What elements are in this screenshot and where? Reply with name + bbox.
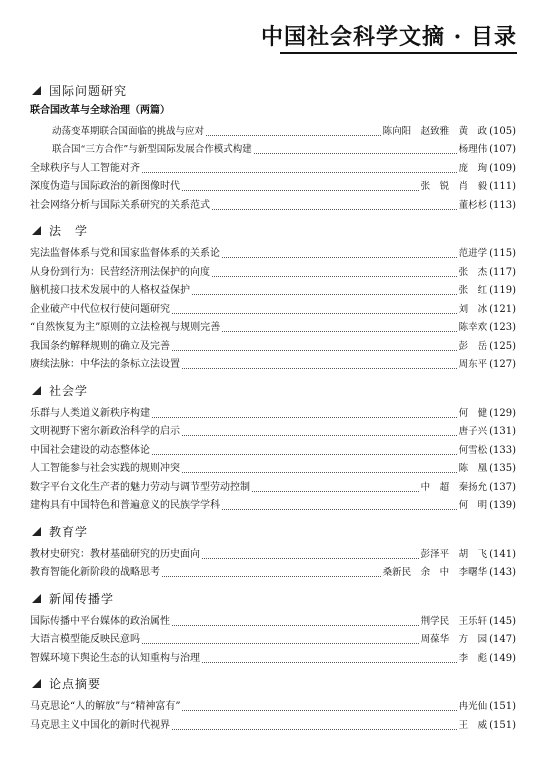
triangle-marker-icon [32,226,41,235]
entry-page-number: (145) [489,615,516,627]
entry-author: 中 超 秦扬允 [420,481,488,493]
entry-author: 庞 珣 [458,162,488,174]
toc-entry[interactable] [30,261,516,280]
entry-page-number: (137) [489,481,516,493]
entry-author: 桑新民 余 中 李曙华 [382,567,488,578]
entry-page-number: (129) [489,407,516,419]
section-title: 国际问题研究 [49,83,128,98]
entry-page-number: (141) [489,548,516,560]
entry-page-number: (133) [489,444,516,456]
toc-entry[interactable] [30,476,516,495]
entry-title: 深度伪造与国际政治的新图像时代 [30,181,180,192]
section-title: 法 学 [49,224,89,238]
entry-author: 张 红 [458,285,488,296]
entry-page-number: (119) [489,285,516,296]
entry-title: 人工智能参与社会实践的规则冲突 [30,463,180,474]
dot-leader [182,710,456,711]
toc-entry[interactable] [30,439,516,458]
toc-section [30,380,516,513]
header-rule [280,52,517,54]
toc-entry[interactable] [30,120,516,139]
entry-author: 何 明 [458,500,488,511]
entry-author: 何 健 [458,407,488,419]
dot-leader [182,435,457,436]
dot-leader [212,276,457,277]
entry-page-number: (127) [489,359,516,370]
entry-author: 周东平 [458,359,488,370]
section-heading [30,221,516,241]
dot-leader [202,558,419,559]
page-title: 中国社会科学文摘 · 目录 [261,24,517,50]
entry-title: “自然恢复为主”原则的立法检视与规则完善 [30,322,221,333]
section-heading [30,674,516,694]
dot-leader [142,172,457,173]
entry-title: 教材史研究：教材基础研究的历史面向 [30,548,200,560]
dot-leader [254,153,457,154]
dot-leader [182,472,457,473]
entry-author: 陈幸欢 [458,322,488,333]
entry-title: 从身份到行为：民营经济刑法保护的向度 [30,266,210,278]
toc-entry[interactable] [30,176,516,195]
entry-page-number: (135) [489,463,516,474]
entry-title: 马克思论“人的解放”与“精神富有” [30,701,181,712]
entry-page-number: (121) [489,303,516,315]
toc-entry[interactable] [30,610,516,629]
section-title: 社会学 [49,383,89,398]
entry-author: 张 锐 肖 毅 [420,181,488,192]
entry-page-number: (125) [489,340,516,352]
dot-leader [212,209,457,210]
dot-leader [152,417,457,418]
triangle-marker-icon [32,679,41,688]
dot-leader [172,729,457,730]
section-heading [30,588,516,608]
entry-title: 联合国“三方合作”与新型国际发展合作模式构建 [52,144,252,155]
dot-leader [172,313,457,314]
entry-author: 杨理伟 [458,144,488,155]
section-heading [30,380,516,400]
toc-entry[interactable] [30,696,516,715]
triangle-marker-icon [32,386,41,395]
entry-title: 大语言模型能反映民意吗 [30,634,140,645]
entry-title: 教育智能化新阶段的战略思考 [30,567,160,578]
dot-leader [162,576,381,577]
entry-title: 全球秩序与人工智能对齐 [30,162,140,174]
entry-author: 荆学民 王乐轩 [420,615,488,627]
dot-leader [182,368,457,369]
dot-leader [182,190,419,191]
entry-page-number: (143) [489,567,516,578]
dot-leader [222,509,457,510]
entry-title: 乐群与人类道义新秩序构建 [30,407,150,419]
dot-leader [222,257,457,258]
triangle-marker-icon [32,86,41,95]
toc-entry[interactable] [30,335,516,354]
entry-title: 赓续法脉：中华法的条标立法设置 [30,359,180,370]
toc-entry[interactable] [30,458,516,477]
triangle-marker-icon [32,527,41,536]
toc-section [30,221,516,373]
dot-leader [172,625,419,626]
toc-entry[interactable] [30,354,516,373]
entry-title: 中国社会建设的动态整体论 [30,444,150,456]
entry-author: 陈向阳 赵致雅 黄 政 [382,125,488,137]
entry-page-number: (113) [489,199,516,211]
toc-entry[interactable] [30,317,516,336]
toc-section [30,80,516,213]
toc-entry[interactable] [30,421,516,440]
entry-author: 陈 凰 [458,463,488,474]
dot-leader [172,350,457,351]
entry-page-number: (151) [489,701,516,712]
entry-page-number: (111) [489,181,516,192]
toc-entry[interactable] [30,157,516,176]
toc-entry[interactable] [30,139,516,158]
triangle-marker-icon [32,594,41,603]
dot-leader [202,662,457,663]
entry-title: 文明视野下密尔新政治科学的启示 [30,426,180,437]
toc-section [30,588,516,666]
entry-author: 李 彪 [458,652,488,664]
section-heading [30,80,516,100]
toc-entry[interactable] [30,243,516,262]
toc-section [30,674,516,733]
dot-leader [222,331,456,332]
entry-page-number: (107) [489,144,516,155]
toc-entry[interactable] [30,298,516,317]
page-header [0,0,537,60]
toc-entry[interactable] [30,280,516,299]
entry-author: 刘 冰 [458,303,488,315]
table-of-contents [30,80,516,739]
dot-leader [142,643,419,644]
entry-page-number: (139) [489,500,516,511]
toc-entry[interactable] [30,629,516,648]
toc-entry[interactable] [30,647,516,666]
entry-author: 彭泽平 胡 飞 [420,548,488,560]
entry-page-number: (131) [489,426,516,437]
toc-entry[interactable] [30,194,516,213]
entry-page-number: (147) [489,634,516,645]
entry-title: 宪法监督体系与党和国家监督体系的关系论 [30,248,220,259]
toc-entry[interactable] [30,714,516,733]
entry-author: 唐子兴 [458,426,488,437]
entry-page-number: (105) [489,125,516,137]
entry-page-number: (151) [489,719,516,731]
entry-title: 智媒环境下舆论生态的认知重构与治理 [30,652,200,664]
dot-leader [252,491,419,492]
entry-title: 国际传播中平台媒体的政治属性 [30,615,170,627]
toc-entry[interactable] [30,402,516,421]
toc-entry[interactable] [30,495,516,514]
entry-author: 张 杰 [458,266,488,278]
entry-title: 动荡变革期联合国面临的挑战与应对 [52,125,205,137]
entry-title: 马克思主义中国化的新时代视界 [30,719,170,731]
toc-section [30,521,516,580]
entry-author: 周葆华 方 园 [420,634,488,645]
entry-author: 王 威 [458,719,488,731]
dot-leader [206,135,381,136]
entry-author: 范进学 [458,248,488,259]
entry-title: 建构具有中国特色和普遍意义的民族学学科 [30,500,220,511]
entry-page-number: (123) [489,322,516,333]
dot-leader [152,454,457,455]
entry-author: 何雪松 [458,444,488,456]
entry-page-number: (109) [489,162,516,174]
entry-title: 我国条约解释规则的确立及完善 [30,340,170,352]
dot-leader [192,294,457,295]
entry-author: 彭 岳 [458,340,488,352]
entry-title: 企业破产中代位权行使问题研究 [30,303,170,315]
entry-author: 冉光仙 [458,701,488,712]
section-heading [30,521,516,541]
entry-page-number: (117) [489,266,516,278]
entry-title: 脑机接口技术发展中的人格权益保护 [30,285,190,296]
section-title: 教育学 [49,524,89,539]
section-title: 新闻传播学 [49,591,115,606]
entry-page-number: (149) [489,652,516,664]
entry-page-number: (115) [489,248,516,259]
toc-entry[interactable] [30,562,516,581]
section-title: 论点摘要 [49,677,102,691]
group-title: 联合国改革与全球治理（两篇） [30,105,170,116]
toc-entry[interactable] [30,543,516,562]
entry-title: 社会网络分析与国际关系研究的关系范式 [30,199,210,211]
entry-author: 董杉杉 [458,199,488,211]
entry-title: 数字平台文化生产者的魅力劳动与调节型劳动控制 [30,481,250,493]
